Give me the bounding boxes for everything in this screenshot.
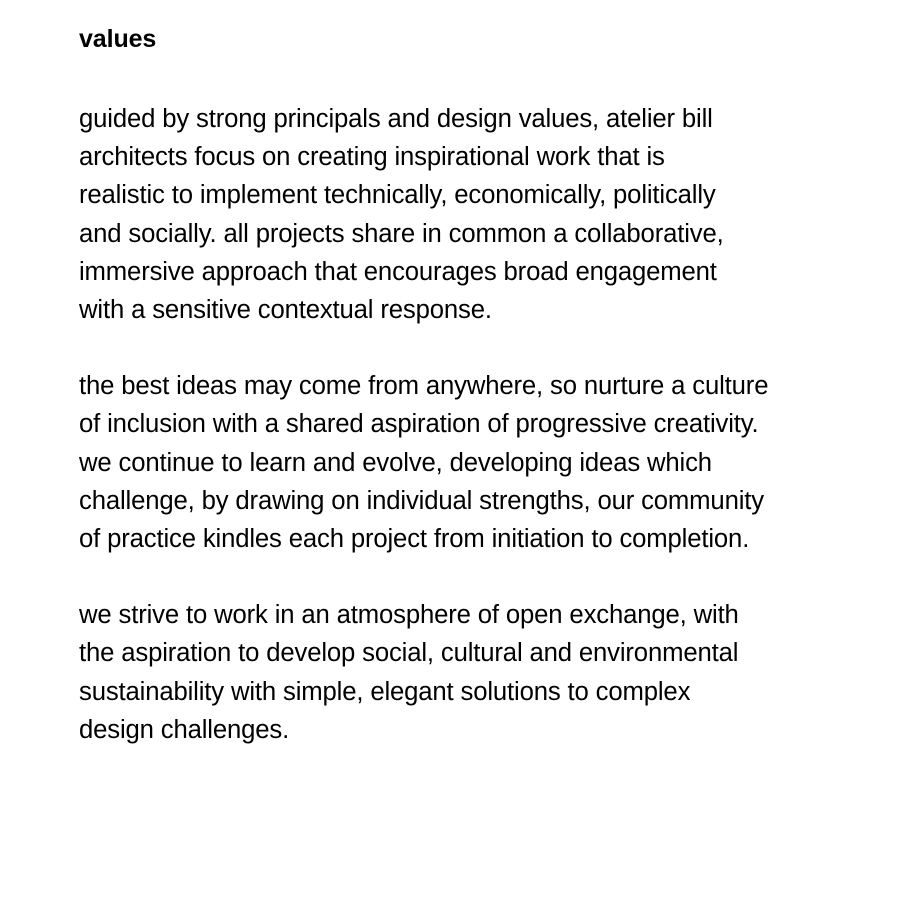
paragraph-line: realistic to implement technically, economically, politically xyxy=(79,181,716,210)
paragraph-line: with a sensitive contextual response. xyxy=(79,296,492,325)
paragraph-line: immersive approach that encourages broad engagement xyxy=(79,257,717,286)
paragraph-spacer xyxy=(79,558,869,596)
paragraph-values-approach xyxy=(79,100,869,329)
paragraph-sustainability xyxy=(79,596,869,749)
text-content-column xyxy=(79,22,869,750)
paragraph-line: challenge, by drawing on individual strengths, our community xyxy=(79,486,764,515)
bottom-whitespace xyxy=(79,749,869,750)
paragraph-line: and socially. all projects share in common a collaborative, xyxy=(79,219,724,248)
paragraph-line: the aspiration to develop social, cultural and environmental xyxy=(79,639,739,668)
paragraph-line: sustainability with simple, elegant solutions to complex xyxy=(79,677,691,706)
paragraph-spacer xyxy=(79,329,869,367)
paragraph-line: design challenges. xyxy=(79,715,290,744)
title-spacer xyxy=(79,56,869,100)
paragraph-line: of inclusion with a shared aspiration of progressive creativity. xyxy=(79,410,759,439)
paragraph-ideas-culture xyxy=(79,367,869,558)
paragraph-line: architects focus on creating inspirational work that is xyxy=(79,143,665,172)
page-title: values xyxy=(79,25,157,53)
paragraph-line: guided by strong principals and design values, atelier bill xyxy=(79,105,713,133)
paragraph-line: the best ideas may come from anywhere, so nurture a culture xyxy=(79,372,769,401)
paragraph-line: we strive to work in an atmosphere of open exchange, with xyxy=(79,601,739,630)
paragraph-line: we continue to learn and evolve, developing ideas which xyxy=(79,448,712,477)
paragraph-line: of practice kindles each project from initiation to completion. xyxy=(79,525,750,554)
